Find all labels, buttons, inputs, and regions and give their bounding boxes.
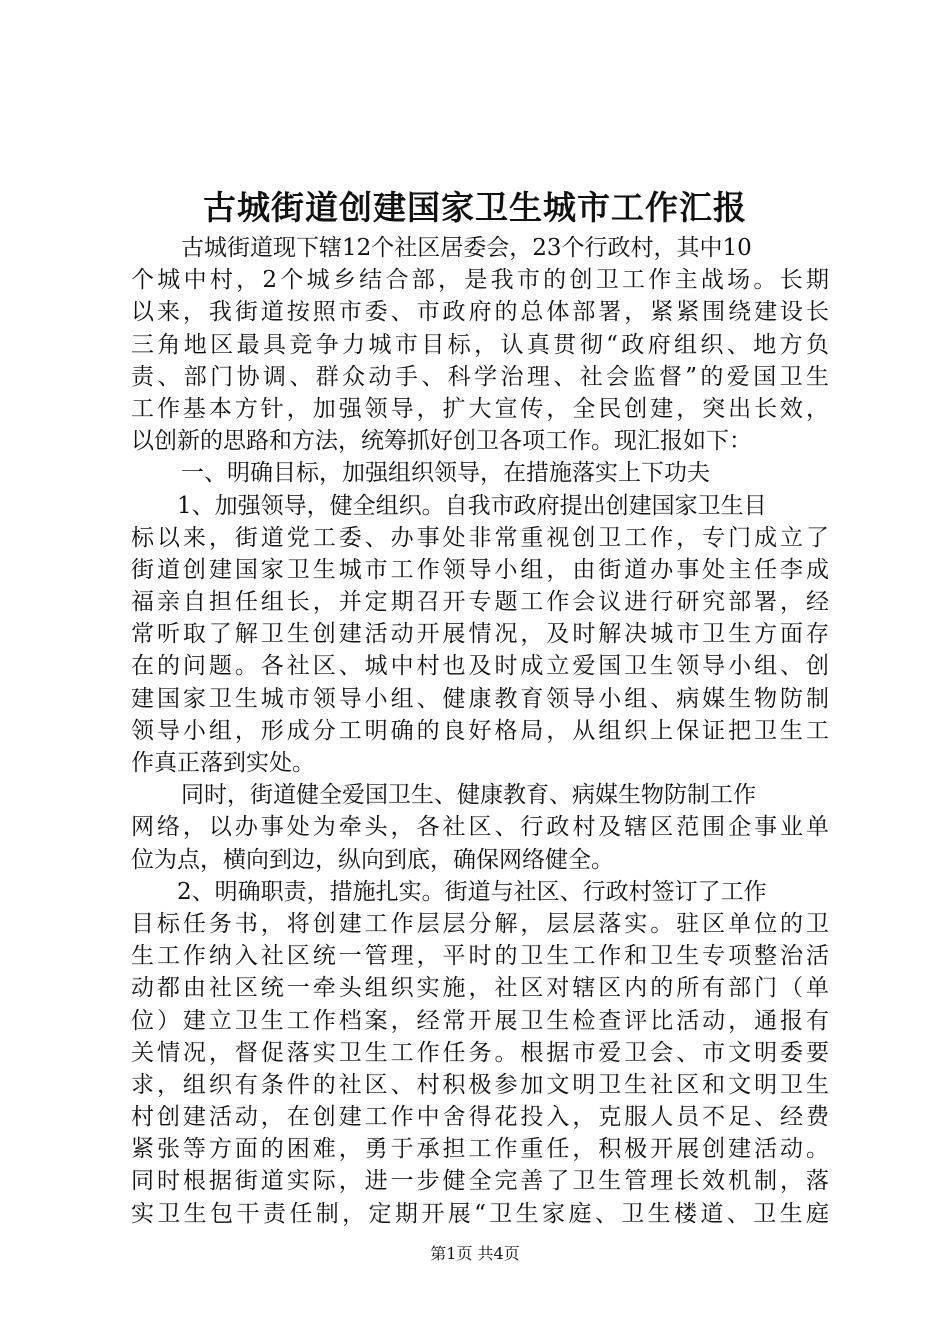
text-line: 求，组织有条件的社区、村积极参加文明卫生社区和文明卫生 <box>131 1071 829 1098</box>
text-line: 建国家卫生城市领导小组、健康教育领导小组、病媒生物防制 <box>131 685 829 712</box>
text-line: 个城中村，2个城乡结合部，是我市的创卫工作主战场。长期 <box>131 267 829 294</box>
text-line: 在的问题。各社区、城中村也及时成立爱国卫生领导小组、创 <box>131 653 829 680</box>
text-line: 实卫生包干责任制，定期开展“卫生家庭、卫生楼道、卫生庭 <box>131 1200 829 1227</box>
text-line: 位为点，横向到边，纵向到底，确保网络健全。 <box>131 846 614 873</box>
document-title: 古城街道创建国家卫生城市工作汇报 <box>203 188 747 227</box>
text-line: 领导小组，形成分工明确的良好格局，从组织上保证把卫生工 <box>131 717 829 744</box>
text-line: 位）建立卫生工作档案，经常开展卫生检查评比活动，通报有 <box>131 1007 829 1034</box>
text-line: 福亲自担任组长，并定期召开专题工作会议进行研究部署，经 <box>131 589 829 616</box>
text-line: 标以来，街道党工委、办事处非常重视创卫工作，专门成立了 <box>131 524 829 551</box>
text-line: 街道创建国家卫生城市工作领导小组，由街道办事处主任李成 <box>131 556 829 583</box>
text-line: 同时根据街道实际，进一步健全完善了卫生管理长效机制，落 <box>131 1168 829 1195</box>
text-line: 动都由社区统一牵头组织实施，社区对辖区内的所有部门（单 <box>131 975 829 1002</box>
text-line: 2、明确职责，措施扎实。街道与社区、行政村签订了工作 <box>177 878 767 905</box>
page-footer: 第1页 共4页 <box>430 1244 520 1263</box>
text-line: 同时，街道健全爱国卫生、健康教育、病媒生物防制工作 <box>181 782 756 809</box>
text-line: 作真正落到实处。 <box>131 750 315 776</box>
text-line: 关情况，督促落实卫生工作任务。根据市爱卫会、市文明委要 <box>131 1039 829 1066</box>
text-line: 责、部门协调、群众动手、科学治理、社会监督”的爱国卫生 <box>131 363 829 390</box>
text-line: 三角地区最具竞争力城市目标，认真贯彻“政府组织、地方负 <box>131 331 829 358</box>
text-line: 工作基本方针，加强领导，扩大宣传，全民创建，突出长效， <box>131 395 829 422</box>
text-line: 以来，我街道按照市委、市政府的总体部署，紧紧围绕建设长 <box>131 299 829 326</box>
text-line: 村创建活动，在创建工作中舍得花投入，克服人员不足、经费 <box>131 1104 829 1131</box>
text-line: 以创新的思路和方法，统筹抓好创卫各项工作。现汇报如下： <box>131 428 752 455</box>
section-heading: 一、明确目标，加强组织领导，在措施落实上下功夫 <box>181 460 710 487</box>
text-line: 生工作纳入社区统一管理，平时的卫生工作和卫生专项整治活 <box>131 943 829 970</box>
text-line: 目标任务书，将创建工作层层分解，层层落实。驻区单位的卫 <box>131 910 829 937</box>
text-line: 紧张等方面的困难，勇于承担工作重任，积极开展创建活动。 <box>131 1136 829 1163</box>
document-body <box>131 232 829 1230</box>
text-line: 1、加强领导，健全组织。自我市政府提出创建国家卫生目 <box>177 492 767 519</box>
text-line: 古城街道现下辖12个社区居委会，23个行政村，其中10 <box>181 235 752 261</box>
text-line: 常听取了解卫生创建活动开展情况，及时解决城市卫生方面存 <box>131 621 829 648</box>
text-line: 网络，以办事处为牵头，各社区、行政村及辖区范围企事业单 <box>131 814 829 841</box>
